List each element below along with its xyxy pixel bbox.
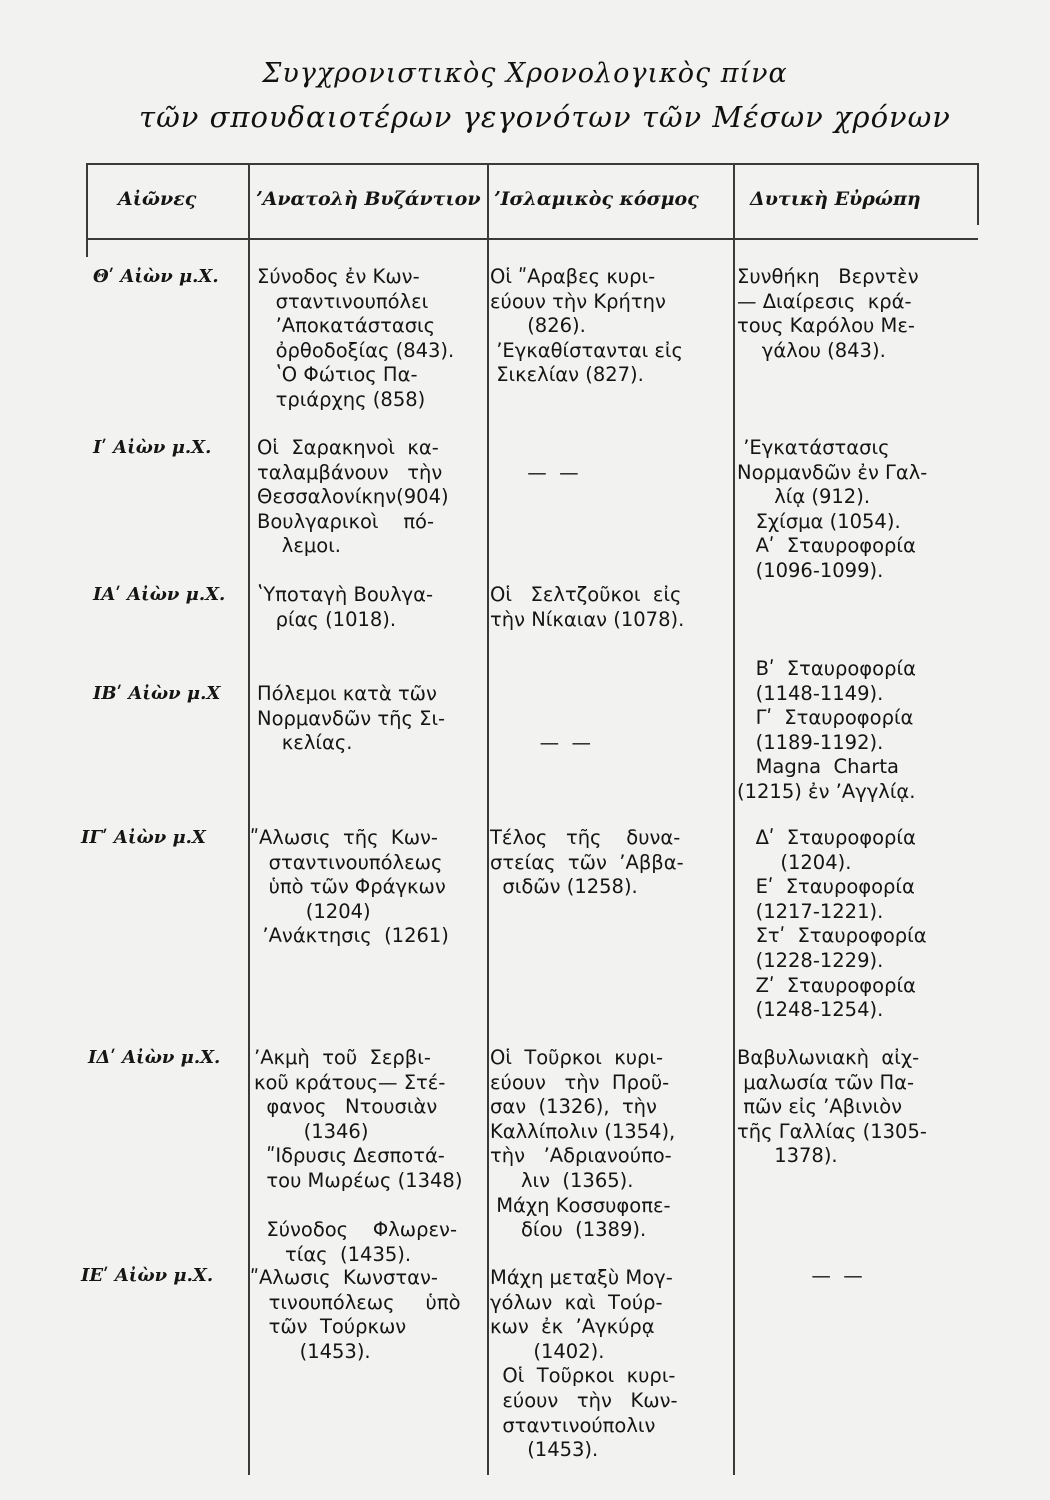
table-top-rule: [86, 163, 978, 165]
islam-cell: Οἱ Σελτζοῦκοι εἰς τὴν Νίκαιαν (1078).: [490, 583, 685, 631]
byzantium-cell: Πόλεμοι κατὰ τῶν Νορμανδῶν τῆς Σι- κελίας.: [257, 682, 446, 755]
header-byzantium: ʼΑνατολὴ Βυζάντιον: [256, 188, 481, 210]
byzantium-cell: ʼΑκμὴ τοῦ Σερβι- κοῦ κράτους— Στέ- φανος Ντουσιὰν (1346) ʺΙδρυσις Δεσποτά- του Μωρέως (1348) Σύνοδος Φλωρεν- τίας (1435).: [254, 1046, 463, 1266]
byzantium-cell: Σύνοδος ἐν Κων- σταντινουπόλει ʼΑποκατάστασις ὀρθοδοξίας (843). ʽΟ Φώτιος Πα- τριάρχης (858): [257, 265, 455, 411]
byzantium-cell: ʺΑλωσις Κωνσταν- τινουπόλεως ὑπὸ τῶν Τούρκων (1453).: [250, 1266, 461, 1363]
century-label: ΙΓʹ Αἰὼν μ.Χ: [81, 827, 206, 848]
century-label: ΙΕʹ Αἰὼν μ.Χ.: [81, 1265, 214, 1286]
century-label: ΙΒʹ Αἰὼν μ.Χ: [93, 683, 221, 704]
table-right-rule: [977, 163, 979, 225]
west-cell: Δʹ Σταυροφορία (1204). Εʹ Σταυροφορία (1217-1221). Στʹ Σταυροφορία (1228-1229). Ζʹ Σταυροφορία (1248-1254).: [755, 826, 927, 1022]
table-left-rule: [86, 163, 88, 257]
islam-cell: Τέλος τῆς δυνα- στείας τῶν ʼΑββα- σιδῶν (1258).: [490, 826, 684, 899]
islam-cell: — —: [539, 731, 591, 755]
islam-cell: — —: [527, 460, 579, 484]
century-label: ΙΔʹ Αἰὼν μ.Χ.: [88, 1047, 221, 1068]
century-label: ΙΑʹ Αἰὼν μ.Χ.: [93, 584, 226, 605]
islam-cell: Οἱ ʺΑραβες κυρι- εύουν τὴν Κρήτην (826). ʼΕγκαθίστανται εἰς Σικελίαν (827).: [490, 265, 683, 387]
column-divider-2: [487, 163, 489, 1475]
century-label: Θʹ Αἰὼν μ.Χ.: [93, 266, 219, 287]
islam-cell: Μάχη μεταξὺ Μογ- γόλων καὶ Τούρ- κων ἐκ ʼΑγκύρᾳ (1402). Οἱ Τοῦρκοι κυρι- εύουν τὴν Κων- σταντινούπολιν (1453).: [490, 1266, 678, 1462]
century-label: Ιʹ Αἰὼν μ.Χ.: [93, 437, 212, 458]
header-west: Δυτικὴ Εὐρώπη: [750, 188, 921, 210]
west-cell: — —: [737, 1264, 863, 1287]
header-centuries: Αἰῶνες: [118, 188, 197, 210]
west-cell: Συνθήκη Βερντὲν — Διαίρεσις κρά- τους Καρόλου Με- γάλου (843).: [737, 265, 919, 362]
west-cell: Βʹ Σταυροφορία (1148-1149). Γʹ Σταυροφορία (1189-1192). Magna Charta (1215) ἐν ʼΑγγλίᾳ.: [737, 657, 916, 803]
document-title: Συγχρονιστικὸς Χρονολογικὸς πίνα: [262, 58, 788, 89]
column-divider-3: [733, 163, 735, 1475]
west-cell: ʼΕγκατάστασις Νορμανδῶν ἐν Γαλ- λίᾳ (912). Σχίσμα (1054). Αʹ Σταυροφορία (1096-1099).: [737, 436, 928, 582]
islam-cell: Οἱ Τοῦρκοι κυρι- εύουν τὴν Προῦ- σαν (1326), τὴν Καλλίπολιν (1354), τὴν ʼΑδριανούπο- λιν (1365). Μάχη Κοσσυφοπε- δίου (1389).: [490, 1046, 676, 1242]
document-subtitle: τῶν σπουδαιοτέρων γεγονότων τῶν Μέσων χρόνων: [139, 100, 951, 134]
byzantium-cell: ʺΑλωσις τῆς Κων- σταντινουπόλεως ὑπὸ τῶν Φράγκων (1204) ʼΑνάκτησις (1261): [250, 826, 449, 948]
byzantium-cell: ʽΥποταγὴ Βουλγα- ρίας (1018).: [257, 583, 434, 631]
table-header-rule: [86, 238, 978, 240]
byzantium-cell: Οἱ Σαρακηνοὶ κα- ταλαμβάνουν τὴν Θεσσαλονίκην(904) Βουλγαρικοὶ πό- λεμοι.: [257, 436, 449, 558]
west-cell: Βαβυλωνιακὴ αἰχ- μαλωσία τῶν Πα- πῶν εἰς ʼΑβινιὸν τῆς Γαλλίας (1305- 1378).: [737, 1046, 927, 1168]
header-islam: ʼΙσλαμικὸς κόσμος: [494, 188, 699, 210]
